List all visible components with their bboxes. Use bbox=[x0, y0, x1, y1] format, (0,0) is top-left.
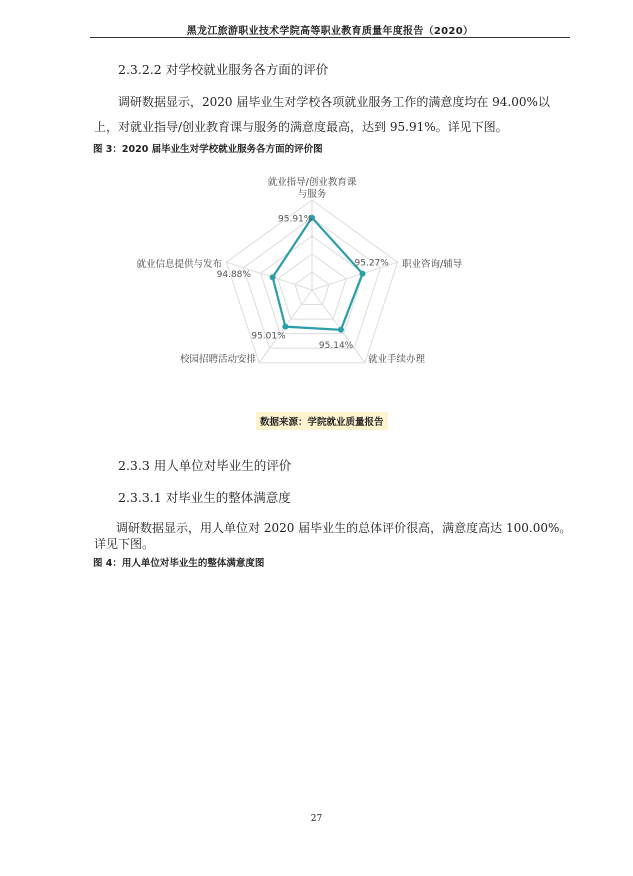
radar-data-point bbox=[270, 274, 276, 280]
section-2322-heading: 2.3.2.2 对学校就业服务各方面的评价 bbox=[118, 62, 329, 77]
radar-data-point bbox=[282, 324, 288, 330]
radar-axis-label: 就业信息提供与发布 bbox=[136, 259, 222, 270]
section-233-heading: 2.3.3 用人单位对毕业生的评价 bbox=[118, 458, 292, 473]
radar-data-point bbox=[338, 327, 344, 333]
figure-4-caption: 图 4：用人单位对毕业生的整体满意度图 bbox=[93, 558, 265, 569]
radar-value-label: 94.88% bbox=[216, 270, 251, 281]
radar-axis-label: 校园招聘活动安排 bbox=[179, 354, 256, 365]
section-2331-paragraph-line2: 详见下图。 bbox=[94, 537, 155, 551]
radar-axis-label: 就业指导/创业教育课与服务 bbox=[267, 177, 357, 200]
radar-value-label: 95.14% bbox=[318, 340, 354, 351]
page-header: 黑龙江旅游职业技术学院高等职业教育质量年度报告（2020） bbox=[186, 26, 474, 37]
radar-data-point bbox=[360, 271, 366, 277]
section-2331-paragraph-line1: 调研数据显示，用人单位对 2020 届毕业生的总体评价很高，满意度高达 100.00%。 bbox=[116, 521, 572, 535]
figure-3-source-note: 数据来源：学院就业质量报告 bbox=[256, 412, 388, 430]
radar-axis-label: 就业手续办理 bbox=[368, 354, 426, 365]
section-2322-paragraph-line2: 上，对就业指导/创业教育课与服务的满意度最高，达到 95.91%。详见下图。 bbox=[94, 120, 508, 134]
radar-value-label: 95.91% bbox=[278, 214, 313, 225]
section-2322-paragraph-line1: 调研数据显示，2020 届毕业生对学校各项就业服务工作的满意度均在 94.00%以 bbox=[118, 95, 550, 109]
radar-chart bbox=[0, 0, 633, 420]
radar-series-line bbox=[273, 218, 363, 330]
radar-value-label: 95.27% bbox=[354, 258, 389, 269]
section-2331-heading: 2.3.3.1 对毕业生的整体满意度 bbox=[118, 490, 291, 505]
radar-axis-label: 职业咨询/辅导 bbox=[402, 259, 463, 270]
page-number: 27 bbox=[310, 814, 323, 824]
radar-spoke bbox=[312, 290, 365, 363]
figure-3-caption: 图 3：2020 届毕业生对学校就业服务各方面的评价图 bbox=[93, 144, 323, 155]
radar-value-label: 95.01% bbox=[251, 331, 286, 342]
